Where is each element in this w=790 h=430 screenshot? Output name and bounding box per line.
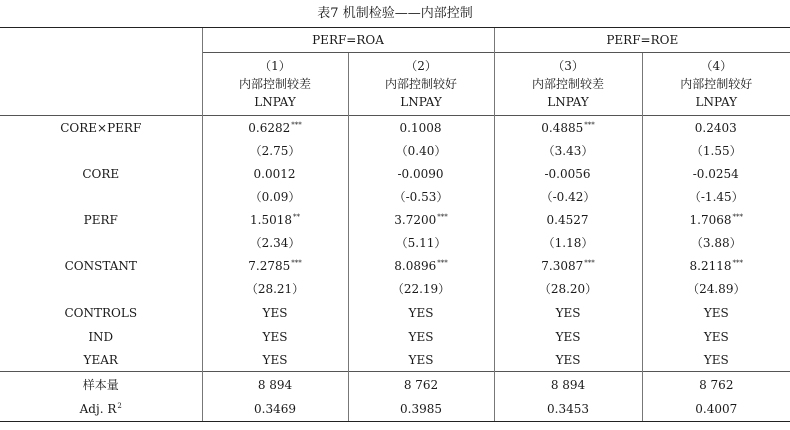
- table-row: [0, 162, 790, 185]
- group-header-roe: PERF=ROE: [494, 28, 790, 53]
- group-header-row: [0, 28, 790, 53]
- row-label-superscript: 2: [117, 402, 122, 410]
- control-cell: YES: [348, 301, 494, 325]
- coef-cell: [202, 208, 348, 231]
- dependent-variable: LNPAY: [400, 95, 442, 109]
- coef-value: 8.0896: [394, 258, 437, 273]
- model-description: 内部控制较好: [385, 77, 458, 91]
- row-label: CONTROLS: [64, 306, 138, 320]
- regression-table: [0, 27, 790, 422]
- coef-cell: [642, 116, 790, 140]
- control-cell: YES: [642, 348, 790, 372]
- row-label: [0, 277, 202, 301]
- table-row: [0, 116, 790, 140]
- tstat-cell: （-1.45）: [642, 185, 790, 208]
- control-cell: YES: [494, 325, 642, 348]
- tstat-cell: （2.34）: [202, 231, 348, 254]
- coef-value: 0.2403: [694, 120, 737, 135]
- adj-r2-cell: 0.3469: [202, 397, 348, 422]
- row-label: 样本量: [0, 372, 202, 398]
- tstat-cell: （3.88）: [642, 231, 790, 254]
- model-header-4: [642, 53, 790, 116]
- model-description: 内部控制较好: [680, 77, 753, 91]
- table-title: 表7 机制检验——内部控制: [317, 6, 473, 21]
- tstat-cell: （22.19）: [348, 277, 494, 301]
- sample-size-cell: 8 762: [348, 372, 494, 398]
- coef-cell: [642, 162, 790, 185]
- row-label: PERF: [83, 212, 118, 227]
- significance-stars: ***: [584, 120, 595, 129]
- table-row: [0, 301, 790, 325]
- group-header-roa: PERF=ROA: [202, 28, 494, 53]
- dependent-variable: LNPAY: [695, 95, 738, 109]
- coef-cell: [494, 116, 642, 140]
- control-cell: YES: [202, 301, 348, 325]
- coef-value: 0.6282: [248, 120, 291, 135]
- significance-stars: **: [293, 212, 300, 221]
- coef-value: 0.4527: [546, 212, 589, 227]
- tstat-cell: （5.11）: [348, 231, 494, 254]
- control-cell: YES: [642, 301, 790, 325]
- sample-size-cell: 8 762: [642, 372, 790, 398]
- significance-stars: ***: [732, 258, 744, 267]
- coef-cell: [348, 162, 494, 185]
- table-row: [0, 325, 790, 348]
- control-cell: YES: [494, 301, 642, 325]
- coef-value: -0.0254: [692, 166, 739, 181]
- tstat-cell: （0.09）: [202, 185, 348, 208]
- row-label: [0, 185, 202, 208]
- stub-header-cell: [0, 53, 202, 116]
- row-label: CONSTANT: [64, 258, 137, 273]
- row-label: CORE: [82, 166, 120, 181]
- tstat-cell: （28.20）: [494, 277, 642, 301]
- table-row: [0, 208, 790, 231]
- significance-stars: ***: [437, 258, 448, 267]
- row-label: IND: [88, 329, 114, 344]
- dependent-variable: LNPAY: [547, 95, 589, 109]
- tstat-cell: （1.18）: [494, 231, 642, 254]
- coef-cell: [202, 254, 348, 277]
- model-description: 内部控制较差: [238, 77, 311, 91]
- coef-value: 1.7068: [689, 212, 732, 227]
- table-row: [0, 185, 790, 208]
- significance-stars: ***: [437, 212, 448, 221]
- control-cell: YES: [202, 348, 348, 372]
- coef-cell: [202, 116, 348, 140]
- tstat-cell: （24.89）: [642, 277, 790, 301]
- sample-size-cell: 8 894: [202, 372, 348, 398]
- model-number: （4）: [700, 59, 733, 73]
- adj-r2-cell: 0.3985: [348, 397, 494, 422]
- significance-stars: ***: [291, 120, 302, 129]
- table-row: [0, 139, 790, 162]
- table-row: [0, 348, 790, 372]
- tstat-cell: （3.43）: [494, 139, 642, 162]
- model-header-2: [348, 53, 494, 116]
- coef-cell: [494, 162, 642, 185]
- table-row: [0, 372, 790, 398]
- coef-value: 1.5018: [250, 212, 292, 227]
- table-row: [0, 231, 790, 254]
- adj-r2-cell: 0.3453: [494, 397, 642, 422]
- model-number: （3）: [552, 59, 584, 73]
- model-header-row: [0, 53, 790, 116]
- coef-value: -0.0056: [544, 166, 591, 181]
- tstat-cell: （-0.42）: [494, 185, 642, 208]
- coef-cell: [642, 208, 790, 231]
- coef-value: 8.2118: [689, 258, 732, 273]
- tstat-cell: （2.75）: [202, 139, 348, 162]
- adj-r2-cell: 0.4007: [642, 397, 790, 422]
- tstat-cell: （1.55）: [642, 139, 790, 162]
- coef-value: 0.0012: [253, 166, 296, 181]
- coef-value: 7.2785: [248, 258, 291, 273]
- sample-size-cell: 8 894: [494, 372, 642, 398]
- control-cell: YES: [348, 325, 494, 348]
- table-row: [0, 277, 790, 301]
- model-description: 内部控制较差: [532, 77, 605, 91]
- coef-value: 0.1008: [399, 120, 442, 135]
- model-number: （2）: [405, 59, 437, 73]
- coef-value: 7.3087: [541, 258, 584, 273]
- coef-cell: [494, 208, 642, 231]
- significance-stars: ***: [291, 258, 302, 267]
- coef-value: 0.4885: [541, 120, 584, 135]
- coef-cell: [642, 254, 790, 277]
- significance-stars: ***: [732, 212, 744, 221]
- table-row: [0, 254, 790, 277]
- coef-value: -0.0090: [397, 166, 444, 181]
- coef-value: 3.7200: [394, 212, 437, 227]
- row-label: [0, 231, 202, 254]
- control-cell: YES: [494, 348, 642, 372]
- coef-cell: [348, 208, 494, 231]
- significance-stars: ***: [584, 258, 595, 267]
- row-label: [0, 397, 202, 422]
- model-header-3: [494, 53, 642, 116]
- control-cell: YES: [642, 325, 790, 348]
- control-cell: YES: [202, 325, 348, 348]
- tstat-cell: （0.40）: [348, 139, 494, 162]
- model-number: （1）: [259, 59, 291, 73]
- model-header-1: [202, 53, 348, 116]
- coef-cell: [348, 116, 494, 140]
- row-label: YEAR: [83, 352, 118, 367]
- row-label: [0, 139, 202, 162]
- coef-cell: [494, 254, 642, 277]
- coef-cell: [348, 254, 494, 277]
- tstat-cell: （-0.53）: [348, 185, 494, 208]
- stub-header-cell: [0, 28, 202, 53]
- dependent-variable: LNPAY: [254, 95, 296, 109]
- row-label: CORE×PERF: [0, 116, 202, 140]
- coef-cell: [202, 162, 348, 185]
- row-label-text: Adj. R: [79, 402, 117, 416]
- table-row: [0, 397, 790, 422]
- tstat-cell: （28.21）: [202, 277, 348, 301]
- control-cell: YES: [348, 348, 494, 372]
